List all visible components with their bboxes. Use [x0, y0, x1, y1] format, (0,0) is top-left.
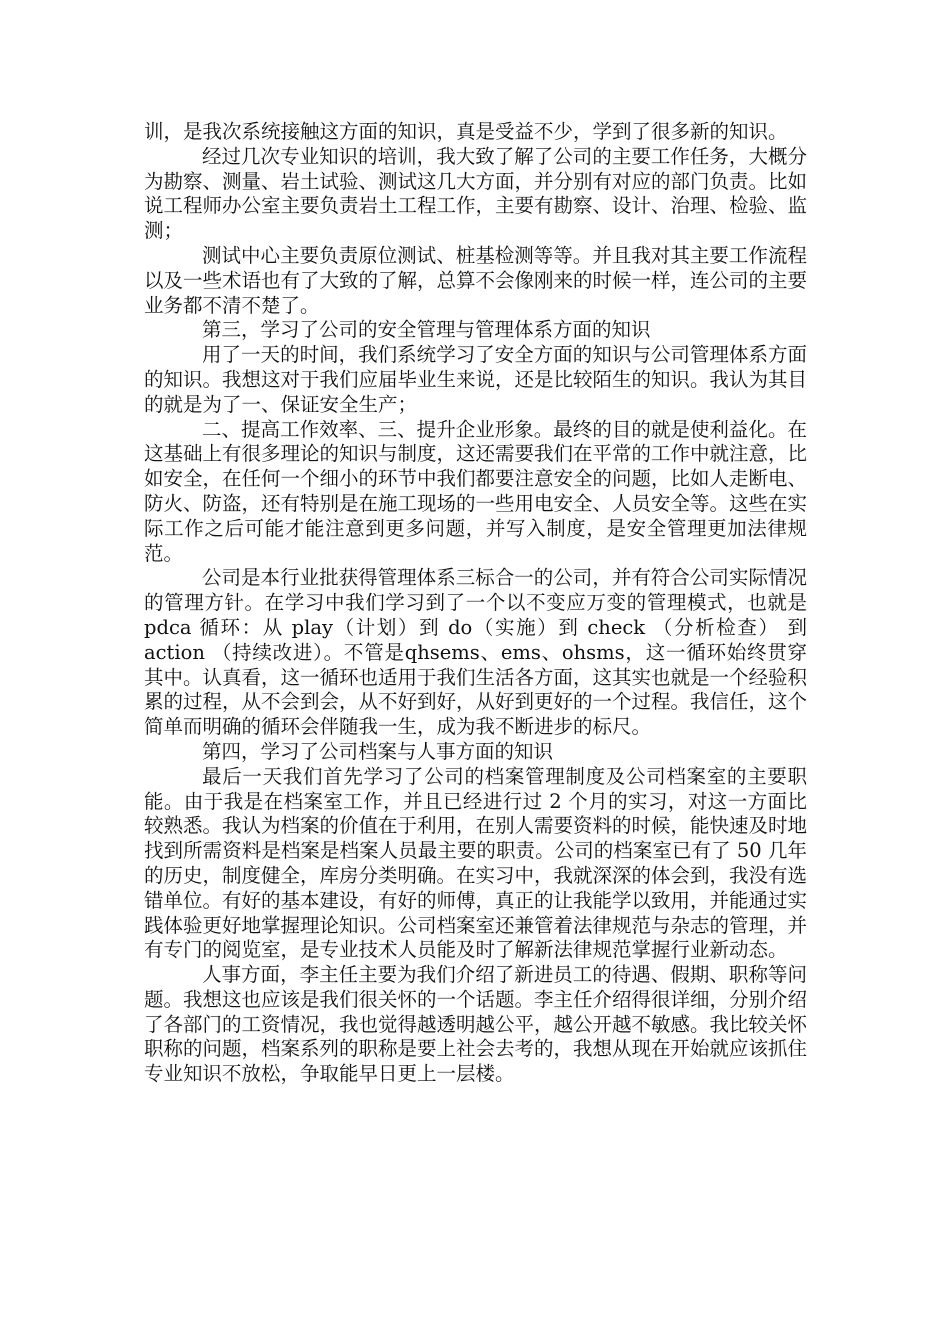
paragraph-safety-study: 用了一天的时间，我们系统学习了安全方面的知识与公司管理体系方面的知识。我想这对于我们应届毕业生来说，还是比较陌生的知识。我认为其目的就是为了一、保证安全生产；: [144, 343, 808, 416]
section-heading-fourth: 第四，学习了公司档案与人事方面的知识: [202, 739, 554, 763]
paragraph-continued-training: 训，是我次系统接触这方面的知识，真是受益不少，学到了很多新的知识。: [144, 120, 788, 143]
paragraph-management-system: 公司是本行业批获得管理体系三标合一的公司，并有符合公司实际情况的管理方针。在学习中我们学习到了一个以不变应万变的管理模式，也就是 pdca 循环：从 play（计划）到 do（实施）到 check （分析检查） 到 action （持续改进）。不管是qhsems、ems、ohsms，这一循环始终贯穿其中。认真看，这一循环也适用于我们生活各方面，这其实也就是一个经验积累的过程，从不会到会，从不好到好，从好到更好的一个过程。我信任，这个简单而明确的循环会伴随我一生，成为我不断进步的标尺。: [144, 566, 808, 739]
document-page: [144, 120, 807, 1087]
paragraph-efficiency: 二、提高工作效率、三、提升企业形象。最终的目的就是使利益化。在这基础上有很多理论的知识与制度，这还需要我们在平常的工作中就注意，比如安全，在任何一个细小的环节中我们都要注意安全的问题，比如人走断电、防火、防盗，还有特别是在施工现场的一些用电安全、人员安全等。这些在实际工作之后可能才能注意到更多问题，并写入制度，是安全管理更加法律规范。: [144, 417, 808, 565]
section-heading-third: 第三，学习了公司的安全管理与管理体系方面的知识: [202, 318, 651, 342]
paragraph-testing-center: 测试中心主要负责原位测试、桩基检测等等。并且我对其主要工作流程以及一些术语也有了大致的了解，总算不会像刚来的时候一样，连公司的主要业务都不清不楚了。: [144, 243, 808, 317]
paragraph-archives: 最后一天我们首先学习了公司的档案管理制度及公司档案室的主要职能。由于我是在档案室工作，并且已经进行过 2 个月的实习，对这一方面比较熟悉。我认为档案的价值在于利用，在别人需要资料的时候，能快速及时地找到所需资料是档案是档案人员最主要的职责。公司的档案室已有了 50 几年的历史，制度健全，库房分类明确。在实习中，我就深深的体会到，我没有选错单位。有好的基本建设，有好的师傅，真正的让我能学以致用，并能通过实践体验更好地掌握理论知识。公司档案室还兼管着法律规范与杂志的管理，并有专门的阅览室，是专业技术人员能及时了解新法律规范掌握行业新动态。: [144, 764, 808, 962]
paragraph-personnel: 人事方面，李主任主要为我们介绍了新进员工的待遇、假期、职称等问题。我想这也应该是我们很关怀的一个话题。李主任介绍得很详细，分别介绍了各部门的工资情况，我也觉得越透明越公平，越公开越不敏感。我比较关怀职称的问题，档案系列的职称是要上社会去考的，我想从现在开始就应该抓住专业知识不放松，争取能早日更上一层楼。: [144, 963, 808, 1086]
paragraph-company-tasks: 经过几次专业知识的培训，我大致了解了公司的主要工作任务，大概分为勘察、测量、岩土试验、测试这几大方面，并分别有对应的部门负责。比如说工程师办公室主要负责岩土工程工作，主要有勘察、设计、治理、检验、监测；: [144, 144, 808, 243]
